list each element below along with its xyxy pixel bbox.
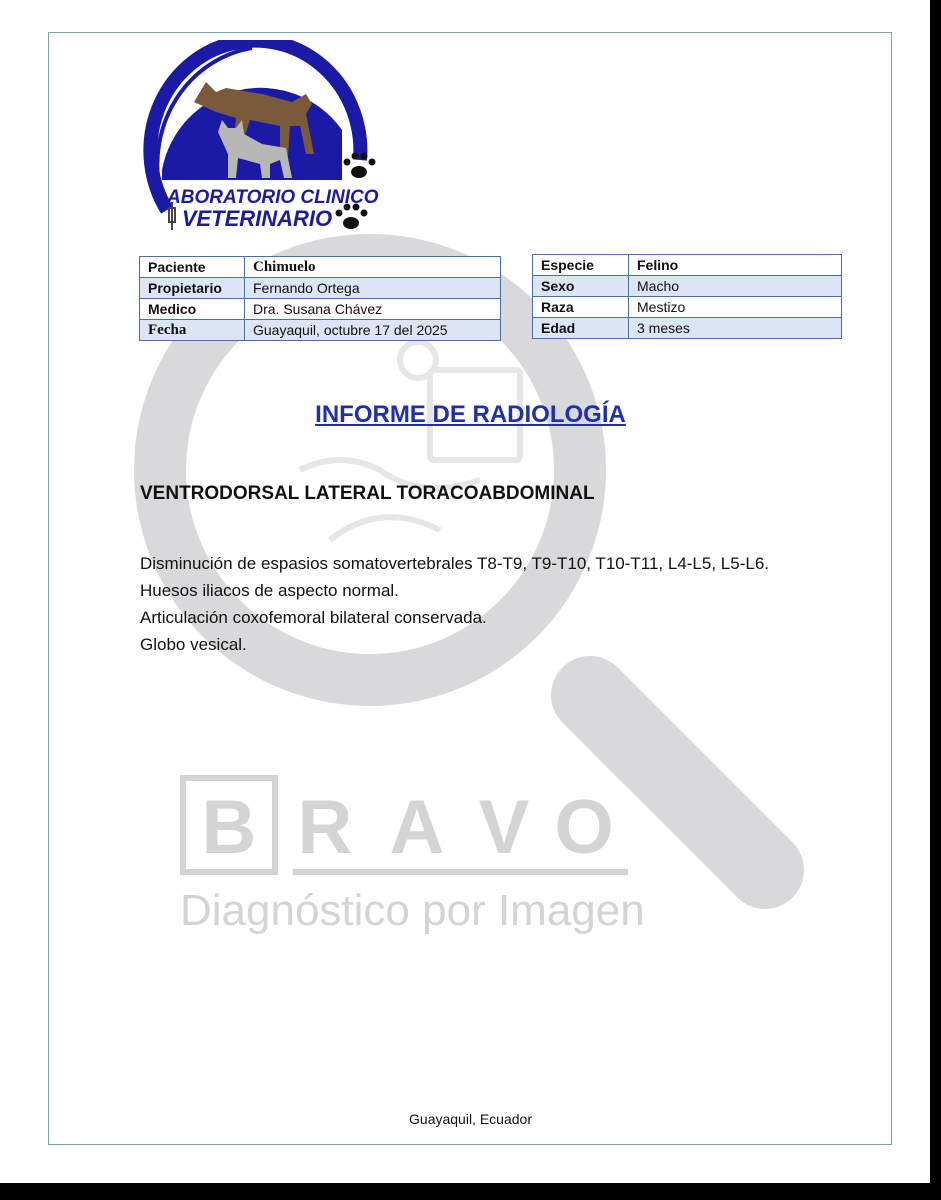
table-row — [533, 255, 842, 276]
finding-item: Articulación coxofemoral bilateral conservada. — [140, 608, 487, 627]
owner-value: Fernando Ortega — [245, 278, 501, 299]
breed-label: Raza — [533, 297, 629, 318]
table-row — [533, 276, 842, 297]
species-value: Felino — [629, 255, 842, 276]
patient-label: Paciente — [140, 257, 245, 278]
doctor-value: Dra. Susana Chávez — [245, 299, 501, 320]
brand-wordmark — [180, 778, 645, 935]
table-row — [533, 297, 842, 318]
finding-item: Globo vesical. — [140, 635, 247, 654]
table-row — [140, 299, 501, 320]
patient-info-table — [139, 256, 501, 341]
brand-tagline: Diagnóstico por Imagen — [180, 886, 645, 935]
date-label: Fecha — [140, 320, 245, 341]
brand-letter-v: V — [478, 785, 530, 870]
finding-item: Disminución de espasios somatovertebrales T8-T9, T9-T10, T10-T11, L4-L5, L5-L6. — [140, 554, 769, 573]
logo-line-1: LABORATORIO CLINICO — [155, 187, 379, 208]
brand-letter-a: A — [389, 785, 445, 870]
age-value: 3 meses — [629, 318, 842, 339]
findings-list — [140, 550, 810, 658]
brand-letter-o: O — [554, 785, 614, 870]
logo-line-2: VETERINARIO — [181, 206, 333, 231]
sex-label: Sexo — [533, 276, 629, 297]
report-title: INFORME DE RADIOLOGÍA — [315, 401, 626, 428]
brand-letter-r: R — [297, 785, 353, 870]
age-label: Edad — [533, 318, 629, 339]
section-heading: VENTRODORSAL LATERAL TORACOABDOMINAL — [140, 483, 595, 504]
patient-value: Chimuelo — [245, 257, 501, 278]
owner-label: Propietario — [140, 278, 245, 299]
breed-value: Mestizo — [629, 297, 842, 318]
brand-letter-b: B — [201, 785, 257, 870]
date-value: Guayaquil, octubre 17 del 2025 — [245, 320, 501, 341]
species-label: Especie — [533, 255, 629, 276]
animal-info-table — [532, 254, 842, 339]
table-row — [140, 278, 501, 299]
sex-value: Macho — [629, 276, 842, 297]
lab-logo — [132, 40, 382, 235]
table-row — [140, 320, 501, 341]
table-row — [533, 318, 842, 339]
footer-location: Guayaquil, Ecuador — [409, 1111, 532, 1127]
table-row — [140, 257, 501, 278]
doctor-label: Medico — [140, 299, 245, 320]
finding-item: Huesos iliacos de aspecto normal. — [140, 581, 399, 600]
